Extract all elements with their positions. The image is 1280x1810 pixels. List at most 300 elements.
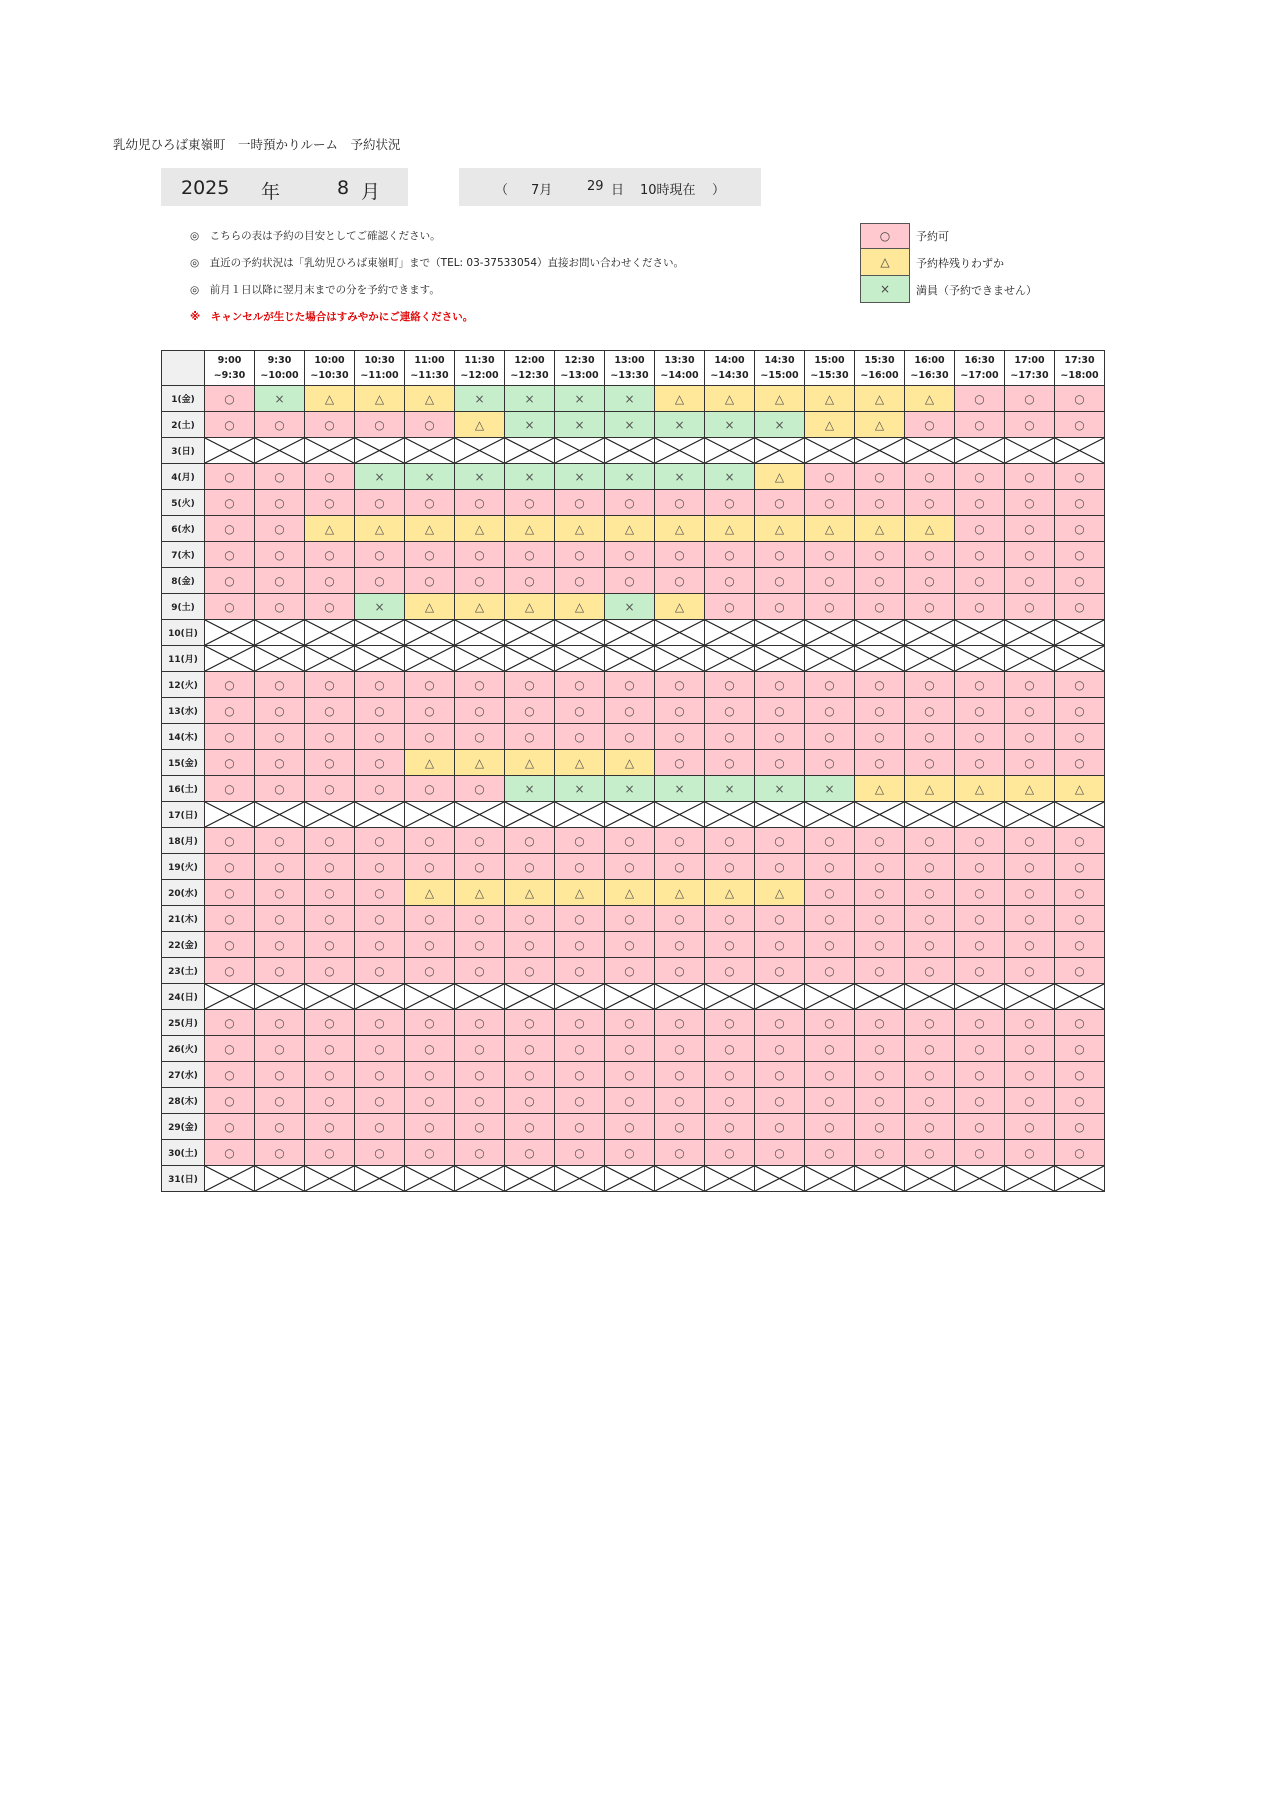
slot-status: △ — [755, 516, 805, 542]
slot-status: ○ — [355, 1062, 405, 1088]
time-slot-header — [355, 351, 405, 386]
slot-status: × — [405, 464, 455, 490]
open-paren: （ — [495, 183, 509, 198]
schedule-body — [162, 386, 1105, 1192]
slot-status: ○ — [305, 750, 355, 776]
closed-slot — [455, 984, 505, 1010]
slot-status: △ — [705, 516, 755, 542]
legend-label: 満員（予約できません） — [916, 283, 1037, 297]
slot-status: ○ — [1005, 958, 1055, 984]
slot-status: ○ — [1055, 464, 1105, 490]
slot-start: 10:30 — [364, 355, 395, 366]
closed-cross-icon — [455, 984, 504, 1009]
closed-cross-icon — [755, 802, 804, 827]
closed-slot — [905, 1166, 955, 1192]
slot-status: ○ — [755, 1062, 805, 1088]
slot-status: ○ — [705, 542, 755, 568]
slot-status: ○ — [405, 1010, 455, 1036]
slot-status: ○ — [905, 698, 955, 724]
slot-status: △ — [755, 880, 805, 906]
slot-status: × — [655, 412, 705, 438]
as-of-month: 7月 — [531, 183, 553, 198]
slot-start: 11:30 — [464, 355, 495, 366]
day-row — [162, 750, 1105, 776]
slot-status: ○ — [1005, 880, 1055, 906]
day-row — [162, 880, 1105, 906]
closed-cross-icon — [605, 984, 654, 1009]
closed-slot — [255, 802, 305, 828]
slot-status: ○ — [405, 854, 455, 880]
slot-status: △ — [655, 594, 705, 620]
slot-status: × — [555, 464, 605, 490]
slot-status: ○ — [555, 1140, 605, 1166]
closed-slot — [355, 1166, 405, 1192]
closed-cross-icon — [205, 1166, 254, 1191]
slot-status: ○ — [855, 542, 905, 568]
slot-status: ○ — [1005, 542, 1055, 568]
slot-status: ○ — [505, 542, 555, 568]
slot-status: ○ — [205, 672, 255, 698]
closed-slot — [805, 1166, 855, 1192]
slot-status: ○ — [405, 1062, 455, 1088]
closed-cross-icon — [405, 646, 454, 671]
slot-status: ○ — [555, 1114, 605, 1140]
slot-status: △ — [505, 880, 555, 906]
slot-status: ○ — [705, 750, 755, 776]
slot-status: ○ — [205, 1114, 255, 1140]
closed-slot — [205, 802, 255, 828]
slot-status: ○ — [255, 1088, 305, 1114]
closed-slot — [705, 1166, 755, 1192]
slot-status: ○ — [605, 568, 655, 594]
slot-status: ○ — [305, 724, 355, 750]
slot-status: ○ — [305, 1088, 355, 1114]
slot-status: ○ — [1005, 1114, 1055, 1140]
slot-start: 14:00 — [714, 355, 745, 366]
time-slot-header — [205, 351, 255, 386]
closed-cross-icon — [355, 438, 404, 463]
closed-slot — [605, 1166, 655, 1192]
slot-status: ○ — [255, 1010, 305, 1036]
closed-cross-icon — [455, 802, 504, 827]
closed-slot — [305, 620, 355, 646]
page-title: 乳幼児ひろば東嶺町 一時預かりルーム 予約状況 — [113, 137, 401, 152]
day-label: 11(月) — [162, 646, 205, 672]
slot-status: △ — [905, 386, 955, 412]
slot-status: ○ — [1005, 594, 1055, 620]
slot-status: ○ — [705, 1062, 755, 1088]
closed-slot — [205, 438, 255, 464]
slot-status: ○ — [955, 724, 1005, 750]
month-unit: 月 — [361, 181, 381, 203]
closed-cross-icon — [505, 620, 554, 645]
slot-status: △ — [855, 386, 905, 412]
slot-status: ○ — [755, 698, 805, 724]
closed-cross-icon — [855, 620, 904, 645]
slot-status: ○ — [755, 724, 805, 750]
closed-cross-icon — [405, 984, 454, 1009]
slot-status: ○ — [855, 880, 905, 906]
slot-status: △ — [355, 386, 405, 412]
slot-status: ○ — [655, 828, 705, 854]
day-row — [162, 542, 1105, 568]
closed-cross-icon — [705, 438, 754, 463]
slot-status: ○ — [505, 1088, 555, 1114]
slot-status: ○ — [605, 724, 655, 750]
slot-status: ○ — [955, 490, 1005, 516]
slot-status: ○ — [455, 1140, 505, 1166]
slot-status: ○ — [205, 1088, 255, 1114]
slot-status: ○ — [805, 1062, 855, 1088]
slot-status: △ — [455, 594, 505, 620]
slot-status: ○ — [705, 1088, 755, 1114]
slot-status: ○ — [755, 750, 805, 776]
slot-status: ○ — [305, 412, 355, 438]
closed-slot — [355, 438, 405, 464]
slot-status: ○ — [955, 1010, 1005, 1036]
legend-swatch: × — [860, 276, 910, 303]
slot-status: ○ — [655, 932, 705, 958]
slot-status: △ — [1055, 776, 1105, 802]
slot-status: ○ — [505, 698, 555, 724]
slot-status: ○ — [655, 1036, 705, 1062]
day-row — [162, 464, 1105, 490]
slot-status: △ — [755, 386, 805, 412]
slot-end: ~12:00 — [460, 370, 499, 381]
slot-status: ○ — [955, 880, 1005, 906]
day-label: 15(金) — [162, 750, 205, 776]
note-item: ◎ 直近の予約状況は「乳幼児ひろば東嶺町」まで（TEL: 03-37533054）直接お問い合わせください。 — [190, 257, 685, 269]
year-unit: 年 — [261, 181, 281, 203]
slot-status: ○ — [1055, 932, 1105, 958]
time-slot-header — [655, 351, 705, 386]
closed-cross-icon — [405, 620, 454, 645]
slot-status: ○ — [755, 958, 805, 984]
slot-status: △ — [505, 594, 555, 620]
closed-cross-icon — [705, 646, 754, 671]
closed-slot — [305, 1166, 355, 1192]
slot-status: ○ — [605, 958, 655, 984]
day-row — [162, 1062, 1105, 1088]
slot-status: ○ — [905, 1010, 955, 1036]
closed-cross-icon — [655, 646, 704, 671]
closed-cross-icon — [755, 438, 804, 463]
closed-slot — [255, 620, 305, 646]
closed-cross-icon — [755, 984, 804, 1009]
slot-status: ○ — [355, 1114, 405, 1140]
slot-status: ○ — [1055, 412, 1105, 438]
slot-status: ○ — [805, 906, 855, 932]
closed-cross-icon — [305, 984, 354, 1009]
closed-day-row — [162, 1166, 1105, 1192]
slot-status: ○ — [205, 1036, 255, 1062]
day-row — [162, 568, 1105, 594]
slot-status: × — [455, 386, 505, 412]
slot-status: ○ — [855, 1088, 905, 1114]
legend-available — [860, 222, 1037, 249]
slot-status: ○ — [755, 854, 805, 880]
slot-status: ○ — [955, 932, 1005, 958]
slot-status: ○ — [805, 698, 855, 724]
closed-slot — [455, 802, 505, 828]
slot-status: ○ — [805, 490, 855, 516]
closed-slot — [805, 646, 855, 672]
day-label: 16(土) — [162, 776, 205, 802]
closed-cross-icon — [1055, 646, 1104, 671]
closed-slot — [905, 984, 955, 1010]
closed-cross-icon — [605, 620, 654, 645]
closed-cross-icon — [255, 620, 304, 645]
closed-slot — [905, 620, 955, 646]
legend — [860, 222, 1037, 303]
closed-day-row — [162, 438, 1105, 464]
slot-status: ○ — [255, 412, 305, 438]
slot-start: 15:00 — [814, 355, 845, 366]
slot-status: ○ — [955, 1140, 1005, 1166]
closed-cross-icon — [705, 1166, 754, 1191]
slot-status: ○ — [655, 490, 705, 516]
slot-status: ○ — [405, 542, 455, 568]
closed-slot — [355, 802, 405, 828]
closed-slot — [705, 620, 755, 646]
closed-cross-icon — [505, 646, 554, 671]
slot-status: ○ — [855, 750, 905, 776]
slot-status: ○ — [755, 1036, 805, 1062]
day-label: 4(月) — [162, 464, 205, 490]
closed-cross-icon — [555, 984, 604, 1009]
slot-status: ○ — [955, 594, 1005, 620]
closed-cross-icon — [205, 620, 254, 645]
day-label: 26(火) — [162, 1036, 205, 1062]
slot-status: ○ — [455, 932, 505, 958]
closed-slot — [755, 984, 805, 1010]
closed-slot — [655, 620, 705, 646]
slot-status: ○ — [555, 932, 605, 958]
closed-cross-icon — [905, 802, 954, 827]
slot-status: ○ — [505, 1140, 555, 1166]
closed-slot — [255, 984, 305, 1010]
slot-status: ○ — [805, 1140, 855, 1166]
slot-status: × — [455, 464, 505, 490]
slot-status: △ — [655, 880, 705, 906]
slot-status: ○ — [855, 1114, 905, 1140]
slot-status: ○ — [405, 906, 455, 932]
closed-slot — [905, 646, 955, 672]
closed-slot — [755, 620, 805, 646]
closed-cross-icon — [205, 646, 254, 671]
slot-status: ○ — [455, 724, 505, 750]
slot-status: ○ — [955, 516, 1005, 542]
closed-cross-icon — [1005, 802, 1054, 827]
slot-status: ○ — [1055, 490, 1105, 516]
closed-slot — [405, 646, 455, 672]
slot-status: ○ — [255, 854, 305, 880]
day-label: 25(月) — [162, 1010, 205, 1036]
day-label: 14(木) — [162, 724, 205, 750]
slot-start: 13:00 — [614, 355, 645, 366]
slot-status: ○ — [755, 1114, 805, 1140]
closed-cross-icon — [305, 438, 354, 463]
slot-status: ○ — [955, 1036, 1005, 1062]
slot-status: ○ — [955, 750, 1005, 776]
slot-status: ○ — [205, 828, 255, 854]
slot-end: ~17:00 — [960, 370, 999, 381]
slot-end: ~10:00 — [260, 370, 299, 381]
slot-start: 10:00 — [314, 355, 345, 366]
slot-status: ○ — [605, 1140, 655, 1166]
closed-cross-icon — [305, 620, 354, 645]
slot-status: ○ — [905, 594, 955, 620]
slot-status: ○ — [805, 1010, 855, 1036]
slot-status: ○ — [905, 828, 955, 854]
slot-start: 9:30 — [267, 355, 292, 366]
closed-cross-icon — [405, 1166, 454, 1191]
slot-status: ○ — [455, 568, 505, 594]
closed-slot — [855, 438, 905, 464]
day-label: 3(日) — [162, 438, 205, 464]
slot-status: △ — [455, 412, 505, 438]
slot-status: ○ — [505, 854, 555, 880]
slot-status: ○ — [655, 1114, 705, 1140]
slot-status: ○ — [855, 932, 905, 958]
closed-cross-icon — [405, 438, 454, 463]
slot-status: △ — [1005, 776, 1055, 802]
closed-slot — [555, 1166, 605, 1192]
slot-status: ○ — [355, 854, 405, 880]
slot-status: ○ — [505, 932, 555, 958]
slot-status: ○ — [405, 568, 455, 594]
slot-status: ○ — [205, 464, 255, 490]
slot-status: △ — [455, 880, 505, 906]
slot-status: ○ — [855, 958, 905, 984]
closed-slot — [455, 438, 505, 464]
slot-status: ○ — [1055, 672, 1105, 698]
closed-slot — [1055, 646, 1105, 672]
slot-start: 13:30 — [664, 355, 695, 366]
closed-slot — [955, 802, 1005, 828]
slot-status: △ — [605, 516, 655, 542]
slot-status: △ — [405, 880, 455, 906]
closed-cross-icon — [1055, 984, 1104, 1009]
legend-swatch: △ — [860, 249, 910, 276]
closed-slot — [955, 646, 1005, 672]
slot-status: ○ — [205, 1140, 255, 1166]
slot-status: ○ — [355, 724, 405, 750]
slot-status: ○ — [405, 828, 455, 854]
slot-status: ○ — [405, 724, 455, 750]
closed-slot — [1005, 984, 1055, 1010]
closed-slot — [755, 1166, 805, 1192]
closed-slot — [705, 984, 755, 1010]
slot-status: ○ — [955, 1062, 1005, 1088]
slot-status: ○ — [255, 594, 305, 620]
slot-status: ○ — [855, 672, 905, 698]
day-row — [162, 724, 1105, 750]
closed-day-row — [162, 802, 1105, 828]
closed-slot — [505, 620, 555, 646]
slot-status: ○ — [405, 490, 455, 516]
closed-slot — [605, 984, 655, 1010]
slot-status: ○ — [805, 1114, 855, 1140]
slot-status: ○ — [905, 724, 955, 750]
slot-status: ○ — [605, 1088, 655, 1114]
day-label: 23(土) — [162, 958, 205, 984]
slot-start: 12:30 — [564, 355, 595, 366]
slot-end: ~17:30 — [1010, 370, 1049, 381]
day-label: 2(土) — [162, 412, 205, 438]
closed-slot — [505, 438, 555, 464]
slot-status: ○ — [1005, 698, 1055, 724]
slot-status: ○ — [205, 698, 255, 724]
closed-slot — [1005, 646, 1055, 672]
slot-status: ○ — [705, 490, 755, 516]
day-label: 24(日) — [162, 984, 205, 1010]
slot-status: ○ — [205, 750, 255, 776]
slot-status: ○ — [1055, 906, 1105, 932]
closed-cross-icon — [1005, 646, 1054, 671]
schedule-header — [162, 351, 1105, 386]
slot-status: × — [705, 776, 755, 802]
slot-status: ○ — [505, 490, 555, 516]
day-row — [162, 594, 1105, 620]
day-label: 29(金) — [162, 1114, 205, 1140]
slot-end: ~13:30 — [610, 370, 649, 381]
closed-cross-icon — [555, 646, 604, 671]
closed-cross-icon — [805, 438, 854, 463]
closed-slot — [655, 1166, 705, 1192]
closed-slot — [405, 1166, 455, 1192]
closed-cross-icon — [1055, 438, 1104, 463]
closed-slot — [405, 620, 455, 646]
slot-status: ○ — [505, 1114, 555, 1140]
closed-cross-icon — [305, 802, 354, 827]
slot-status: ○ — [755, 672, 805, 698]
closed-cross-icon — [1055, 802, 1104, 827]
slot-status: △ — [405, 386, 455, 412]
day-label: 9(土) — [162, 594, 205, 620]
closed-cross-icon — [905, 646, 954, 671]
slot-status: ○ — [505, 906, 555, 932]
closed-cross-icon — [955, 984, 1004, 1009]
slot-status: ○ — [355, 412, 405, 438]
slot-status: ○ — [755, 932, 805, 958]
slot-status: ○ — [755, 828, 805, 854]
slot-status: × — [505, 464, 555, 490]
slot-status: ○ — [955, 698, 1005, 724]
slot-status: ○ — [255, 1036, 305, 1062]
slot-status: ○ — [805, 594, 855, 620]
slot-status: ○ — [255, 776, 305, 802]
slot-status: × — [555, 776, 605, 802]
day-row — [162, 776, 1105, 802]
slot-status: ○ — [505, 1062, 555, 1088]
cancel-notice: ※ キャンセルが生じた場合はすみやかにご連絡ください。 — [190, 311, 474, 323]
closed-slot — [855, 646, 905, 672]
slot-status: ○ — [255, 932, 305, 958]
closed-cross-icon — [1055, 620, 1104, 645]
slot-status: × — [755, 776, 805, 802]
slot-end: ~14:30 — [710, 370, 749, 381]
slot-status: ○ — [655, 1140, 705, 1166]
slot-status: △ — [405, 750, 455, 776]
closed-cross-icon — [655, 438, 704, 463]
slot-status: ○ — [305, 464, 355, 490]
closed-cross-icon — [255, 646, 304, 671]
slot-start: 17:00 — [1014, 355, 1045, 366]
slot-status: ○ — [505, 1036, 555, 1062]
slot-status: ○ — [805, 542, 855, 568]
closed-slot — [1055, 984, 1105, 1010]
